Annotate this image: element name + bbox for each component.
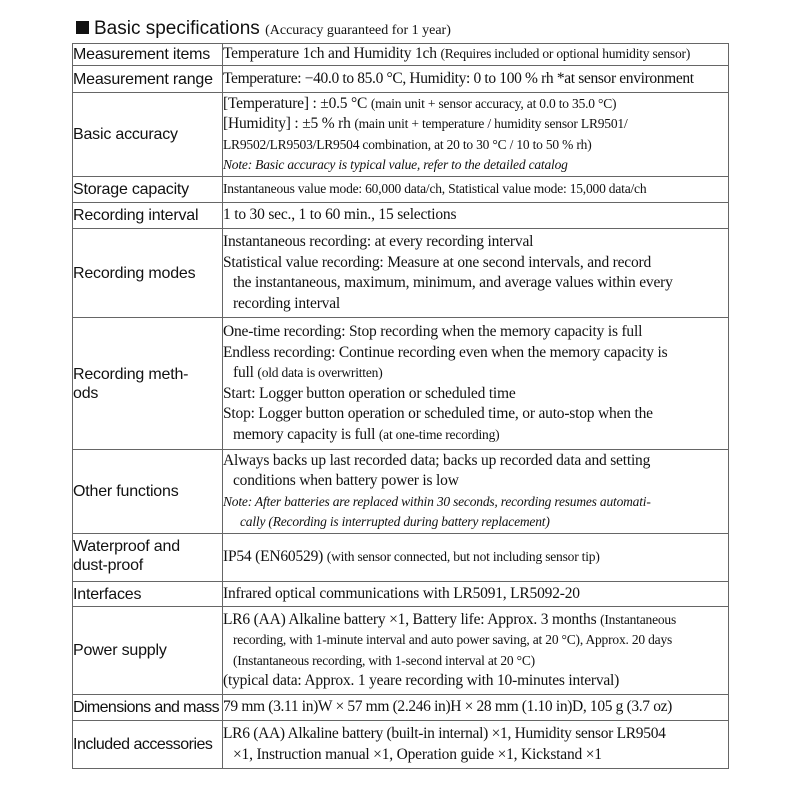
value-interfaces: Infrared optical communications with LR5091, LR5092-20 — [223, 582, 729, 607]
row-interfaces — [73, 582, 729, 607]
section-title — [76, 18, 451, 40]
row-waterproof — [73, 534, 729, 582]
value-dimensions: 79 mm (3.11 in)W × 57 mm (2.246 in)H × 28 mm (1.10 in)D, 105 g (3.7 oz) — [223, 695, 729, 721]
section-subtitle: (Accuracy guaranteed for 1 year) — [265, 23, 451, 38]
label-recording-interval: Recording interval — [73, 203, 223, 229]
label-basic-accuracy: Basic accuracy — [73, 93, 223, 177]
value-basic-accuracy: [Temperature] : ±0.5 °C (main unit + sensor accuracy, at 0.0 to 35.0 °C) [Humidity] : ±5 % rh (main unit + temperature / humidity sensor LR9501/ LR9502/LR9503/LR9504 combination, at 20 to 30 °C / 10 to 50 % rh) Note: Basic accuracy is typical value, refer to the detailed catalog — [223, 93, 729, 177]
label-other-functions: Other functions — [73, 450, 223, 534]
row-dimensions — [73, 695, 729, 721]
label-storage-capacity: Storage capacity — [73, 177, 223, 203]
label-measurement-items: Measurement items — [73, 44, 223, 66]
row-accessories — [73, 721, 729, 769]
label-waterproof: Waterproof and dust-proof — [73, 534, 223, 582]
row-power-supply — [73, 607, 729, 695]
row-measurement-range — [73, 66, 729, 93]
label-recording-modes: Recording modes — [73, 229, 223, 318]
value-other-functions: Always backs up last recorded data; backs up recorded data and setting conditions when battery power is low Note: After batteries are replaced within 30 seconds, recording resumes automati- cally (Recording is interrupted during battery replacement) — [223, 450, 729, 534]
value-measurement-items: Temperature 1ch and Humidity 1ch (Requires included or optional humidity sensor) — [223, 44, 729, 66]
row-recording-interval — [73, 203, 729, 229]
label-accessories: Included accessories — [73, 721, 223, 769]
spec-table — [72, 43, 729, 769]
label-interfaces: Interfaces — [73, 582, 223, 607]
square-bullet-icon — [76, 21, 89, 34]
row-recording-methods — [73, 318, 729, 450]
label-power-supply: Power supply — [73, 607, 223, 695]
value-measurement-range: Temperature: −40.0 to 85.0 °C, Humidity: 0 to 100 % rh *at sensor environment — [223, 66, 729, 93]
row-basic-accuracy — [73, 93, 729, 177]
row-storage-capacity — [73, 177, 729, 203]
value-recording-modes: Instantaneous recording: at every recording interval Statistical value recording: Measure at one second intervals, and record the instantaneous, maximum, minimum, and average values within every recording interval — [223, 229, 729, 318]
value-storage-capacity: Instantaneous value mode: 60,000 data/ch, Statistical value mode: 15,000 data/ch — [223, 177, 729, 203]
row-recording-modes — [73, 229, 729, 318]
row-measurement-items — [73, 44, 729, 66]
label-recording-methods: Recording meth- ods — [73, 318, 223, 450]
value-waterproof: IP54 (EN60529) (with sensor connected, but not including sensor tip) — [223, 534, 729, 582]
value-accessories: LR6 (AA) Alkaline battery (built-in internal) ×1, Humidity sensor LR9504 ×1, Instruction manual ×1, Operation guide ×1, Kickstand ×1 — [223, 721, 729, 769]
label-dimensions: Dimensions and mass — [73, 695, 223, 721]
value-recording-methods: One-time recording: Stop recording when the memory capacity is full Endless recording: Continue recording even when the memory capacity is full (old data is overwritten) Start: Logger button operation or scheduled time Stop: Logger button operation or scheduled time, or auto-stop when the memory capacity is full (at one-time recording) — [223, 318, 729, 450]
accuracy-note: Note: Basic accuracy is typical value, refer to the detailed catalog — [223, 157, 568, 172]
value-recording-interval: 1 to 30 sec., 1 to 60 min., 15 selections — [223, 203, 729, 229]
label-measurement-range: Measurement range — [73, 66, 223, 93]
row-other-functions — [73, 450, 729, 534]
value-power-supply: LR6 (AA) Alkaline battery ×1, Battery life: Approx. 3 months (Instantaneous recording, with 1-minute interval and auto power saving, at 20 °C), Approx. 20 days (Instantaneous recording, with 1-second interval at 20 °C) (typical data: Approx. 1 yeare recording with 10-minutes interval) — [223, 607, 729, 695]
section-title-text: Basic specifications — [94, 18, 260, 39]
